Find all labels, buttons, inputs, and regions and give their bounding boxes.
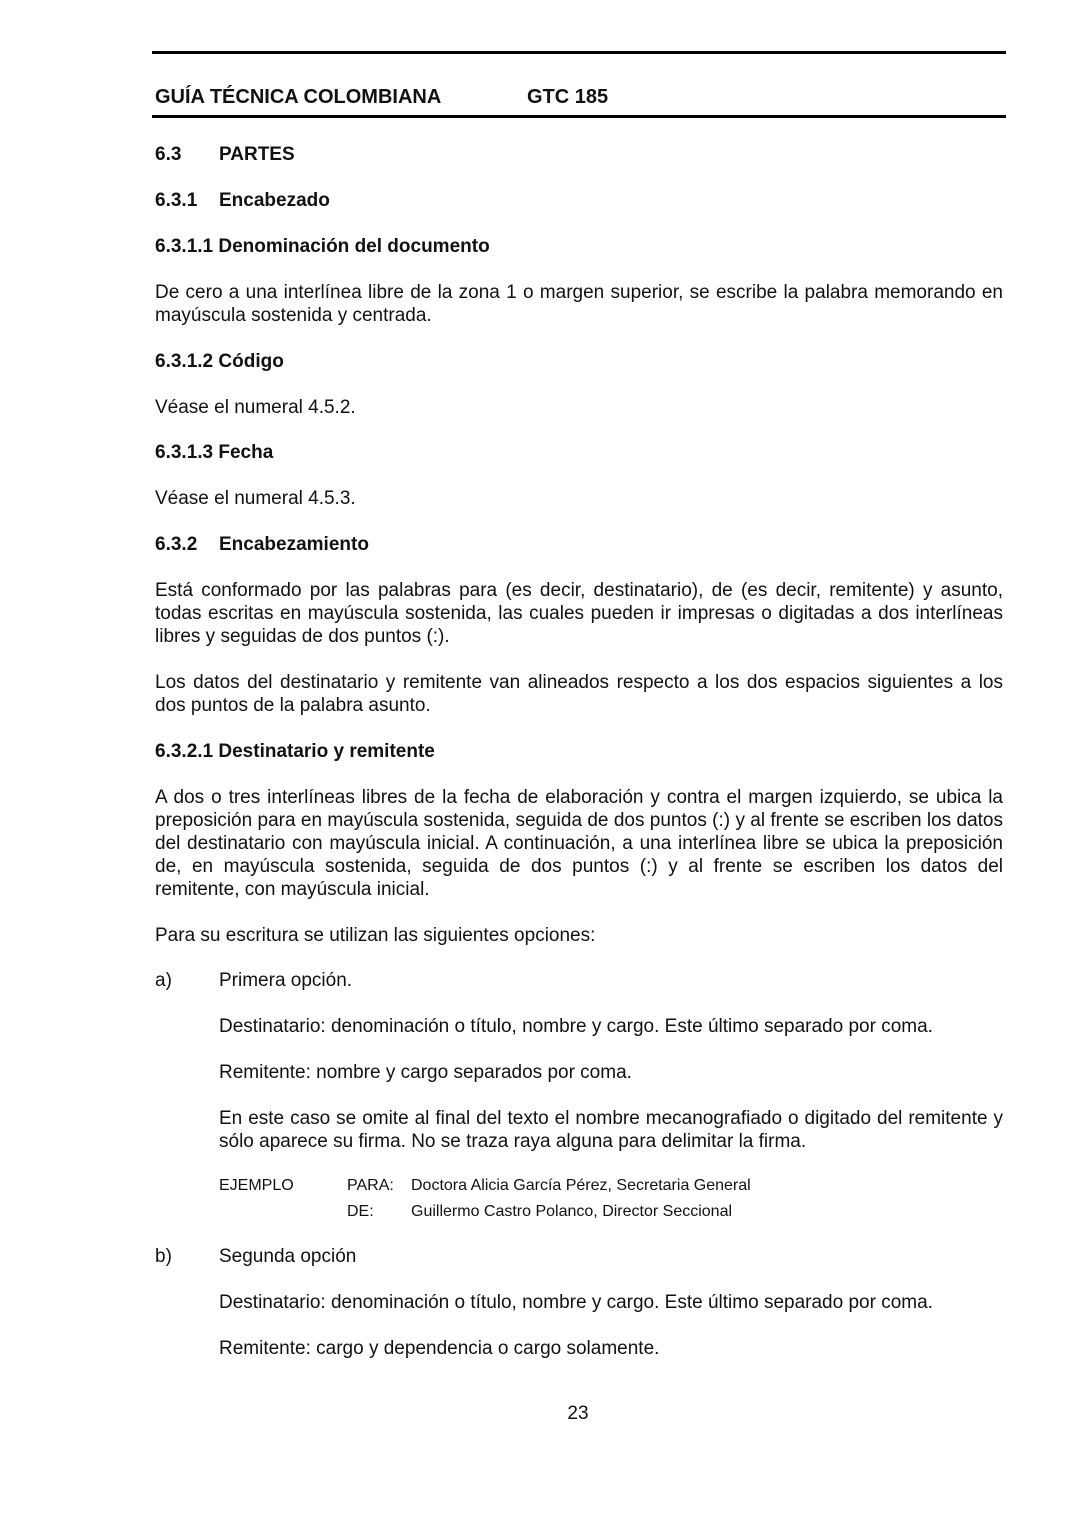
example-label: EJEMPLO (219, 1177, 294, 1194)
example-para-value: Doctora Alicia García Pérez, Secretaria General (411, 1177, 751, 1194)
paragraph: Está conformado por las palabras para (es decir, destinatario), de (es decir, remitente) y asunto, todas escritas en mayúscula sostenida, las cuales pueden ir impresas o digitadas a dos interlíneas libres y seguidas de dos puntos (:). (155, 580, 1003, 647)
option-b-dest: Destinatario: denominación o título, nombre y cargo. Este último separado por coma. (219, 1292, 933, 1313)
heading-6-3-1: 6.3.1 Encabezado (155, 190, 330, 211)
heading-6-3-1-3: 6.3.1.3 Fecha (155, 442, 274, 463)
heading-6-3: 6.3 PARTES (155, 144, 295, 165)
paragraph: Para su escritura se utilizan las siguientes opciones: (155, 925, 596, 946)
header-rule (152, 115, 1006, 118)
option-a-title: Primera opción. (219, 970, 353, 991)
header-title: GUÍA TÉCNICA COLOMBIANA (155, 86, 442, 108)
option-a-label: a) (155, 970, 172, 991)
heading-6-3-1-2: 6.3.1.2 Código (155, 351, 284, 372)
heading-6-3-2: 6.3.2 Encabezamiento (155, 534, 369, 555)
page-number: 23 (567, 1403, 589, 1424)
heading-6-3-1-1: 6.3.1.1 Denominación del documento (155, 236, 490, 257)
example-de-value: Guillermo Castro Polanco, Director Seccional (411, 1203, 733, 1220)
option-a-note: En este caso se omite al final del texto el nombre mecanografiado o digitado del remitente y sólo aparece su firma. No se traza raya alguna para delimitar la firma. (219, 1108, 1003, 1152)
example-para-label: PARA: (347, 1177, 394, 1194)
paragraph: A dos o tres interlíneas libres de la fecha de elaboración y contra el margen izquierdo, se ubica la preposición para en mayúscula sostenida, seguida de dos puntos (:) y al frente se escriben los datos del destinatario con mayúscula inicial. A continuación, a una interlínea libre se ubica la preposición de, en mayúscula sostenida, seguida de dos puntos (:) y al frente se escriben los datos del remitente, con mayúscula inicial. (155, 787, 1003, 900)
paragraph: Los datos del destinatario y remitente van alineados respecto a los dos espacios siguientes a los dos puntos de la palabra asunto. (155, 672, 1003, 716)
option-b-title: Segunda opción (219, 1246, 357, 1267)
example-de-label: DE: (347, 1203, 374, 1220)
top-rule (152, 51, 1006, 54)
paragraph: Véase el numeral 4.5.3. (155, 488, 356, 509)
paragraph: Véase el numeral 4.5.2. (155, 397, 356, 418)
option-b-label: b) (155, 1246, 172, 1267)
option-a-rem: Remitente: nombre y cargo separados por coma. (219, 1062, 632, 1083)
option-a-dest: Destinatario: denominación o título, nombre y cargo. Este último separado por coma. (219, 1016, 933, 1037)
paragraph: De cero a una interlínea libre de la zona 1 o margen superior, se escribe la palabra memorando en mayúscula sostenida y centrada. (155, 282, 1003, 326)
header-code: GTC 185 (527, 86, 609, 108)
heading-6-3-2-1: 6.3.2.1 Destinatario y remitente (155, 741, 435, 762)
option-b-rem: Remitente: cargo y dependencia o cargo solamente. (219, 1338, 660, 1359)
